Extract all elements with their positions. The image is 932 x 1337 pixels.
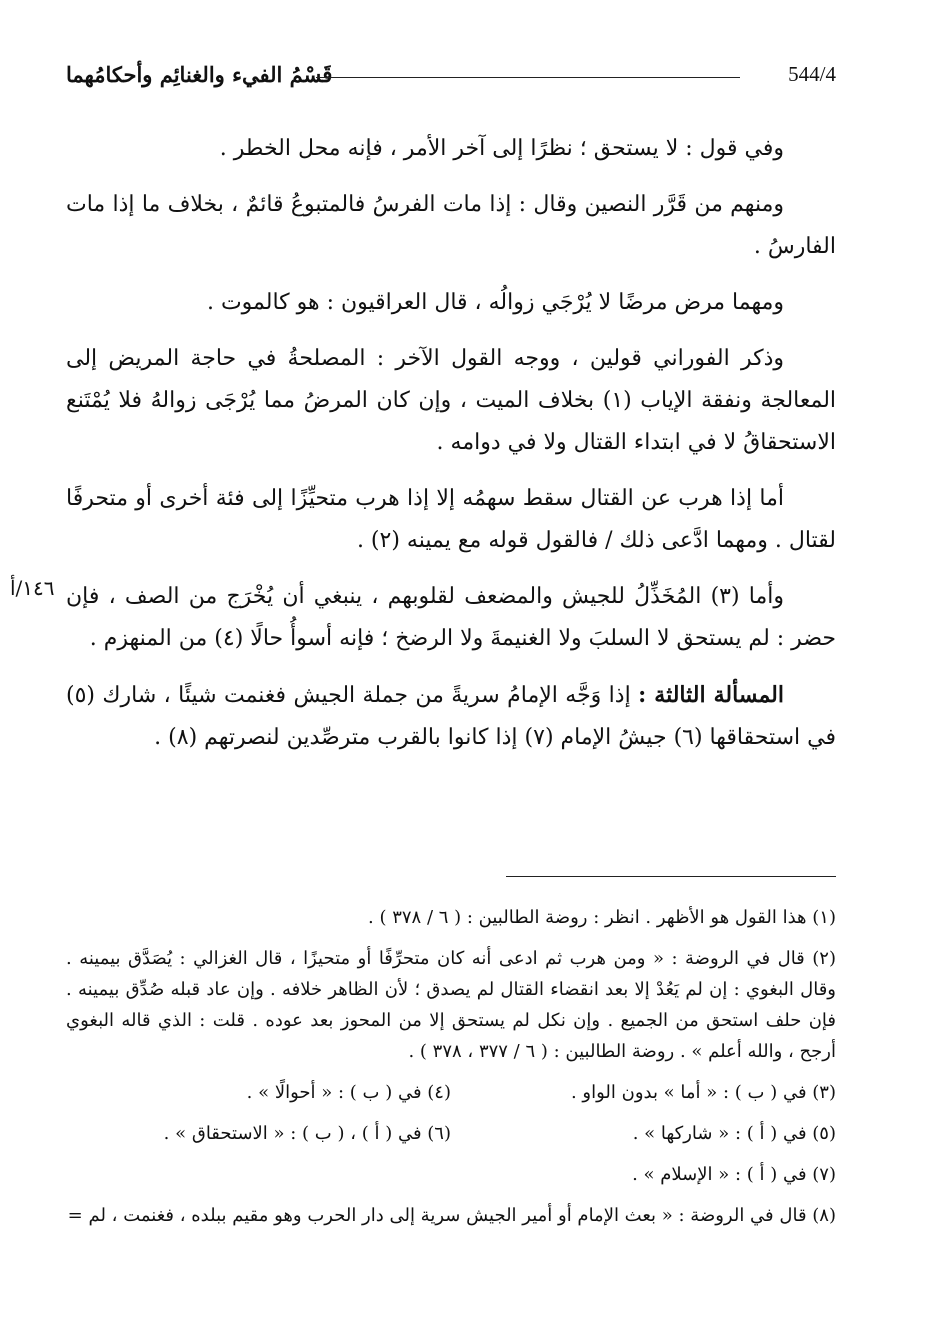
paragraph: وفي قول : لا يستحق ؛ نظرًا إلى آخر الأمر ، فإنه محل الخطر . <box>219 136 784 161</box>
footnote: (٦) في ( أ ) ، ( ب ) : « الاستحقاق » . <box>163 1123 451 1144</box>
footnote: (٨) قال في الروضة : « بعث الإمام أو أمير الجيش سرية إلى دار الحرب وهو مقيم ببلده ، فغنمت ، لم = <box>67 1205 836 1226</box>
main-text <box>66 128 836 773</box>
footnote: (٧) في ( أ ) : « الإسلام » . <box>632 1164 836 1185</box>
footnote: (٥) في ( أ ) : « شاركها » . <box>632 1123 836 1144</box>
paragraph: وذكر الفوراني قولين ، ووجه القول الآخر : المصلحةُ في حاجة المريض إلى المعالجة ونفقة الإياب (١) بخلاف الميت ، وإن كان المرضُ مما يُرْجَى زوالهُ فلا يُمْتَنع الاستحقاقُ لا في ابتداء القتال ولا في دوامه . <box>66 346 837 455</box>
footnote: (٤) في ( ب ) : « أحوالًا » . <box>246 1082 451 1103</box>
header-rule <box>316 77 740 78</box>
section-text: إذا وَجَّه الإمامُ سريةً من جملة الجيش فغنمت شيئًا ، شارك (٥) في استحقاقها (٦) جيشُ الإمام (٧) إذا كانوا بالقرب مترصِّدين لنصرتهم (٨) . <box>66 683 836 750</box>
footnote-separator <box>506 876 836 877</box>
paragraph: ومنهم من قَرَّر النصين وقال : إذا مات الفرسُ فالمتبوعُ قائمٌ ، بخلاف ما إذا مات الفارسُ . <box>66 192 836 259</box>
paragraph: أما إذا هرب عن القتال سقط سهمُه إلا إذا هرب متحيِّزًا إلى فئة أخرى أو متحرفًا لقتال . ومهما ادَّعى ذلك / فالقول قوله مع يمينه (٢) . <box>66 486 836 553</box>
footnote: (٣) في ( ب ) : « أما » بدون الواو . <box>570 1082 836 1103</box>
section-heading: المسألة الثالثة : <box>638 682 784 708</box>
page-header <box>66 58 836 92</box>
footnote: (٢) قال في الروضة : « ومن هرب ثم ادعى أنه كان متحرِّفًا أو متحيزًا ، قال الغزالي : يُصَدَّق بيمينه . وقال البغوي : إن لم يَعُدْ إلا بعد انقضاء القتال لم يصدق ؛ لأن الظاهر خلافه . وإن عاد قبله صُدِّق بيمينه . فإن حلف استحق من الجميع . وإن نكل لم يستحق إلا من المحوز بعد عوده . قلت : الذي قاله البغوي أرجح ، والله أعلم » . روضة الطالبين : ( ٦ / ٣٧٧ ، ٣٧٨ ) . <box>66 948 836 1062</box>
page-number: 544/4 <box>788 62 836 86</box>
paragraph: ومهما مرض مرضًا لا يُرْجَي زوالُه ، قال العراقيون : هو كالموت . <box>206 290 784 315</box>
paragraph-masala <box>66 674 836 759</box>
footnote-row <box>66 1118 836 1149</box>
footnote-row <box>66 1077 836 1108</box>
paragraph: وأما (٣) المُخَذِّلُ للجيش والمضعف لقلوبهم ، ينبغي أن يُخْرَج من الصف ، فإن حضر : لم يستحق لا السلبَ ولا الغنيمةَ ولا الرضخ ؛ فإنه أسوأُ حالًا (٤) من المنهزم . <box>66 584 836 651</box>
manuscript-folio-note: ١٤٦/أ <box>10 576 55 600</box>
footnotes <box>66 902 836 1241</box>
footnote: (١) هذا القول هو الأظهر . انظر : روضة الطالبين : ( ٦ / ٣٧٨ ) . <box>368 907 836 928</box>
running-title: قَسْمُ الفيء والغنائِم وأحكامُهما <box>66 62 333 87</box>
